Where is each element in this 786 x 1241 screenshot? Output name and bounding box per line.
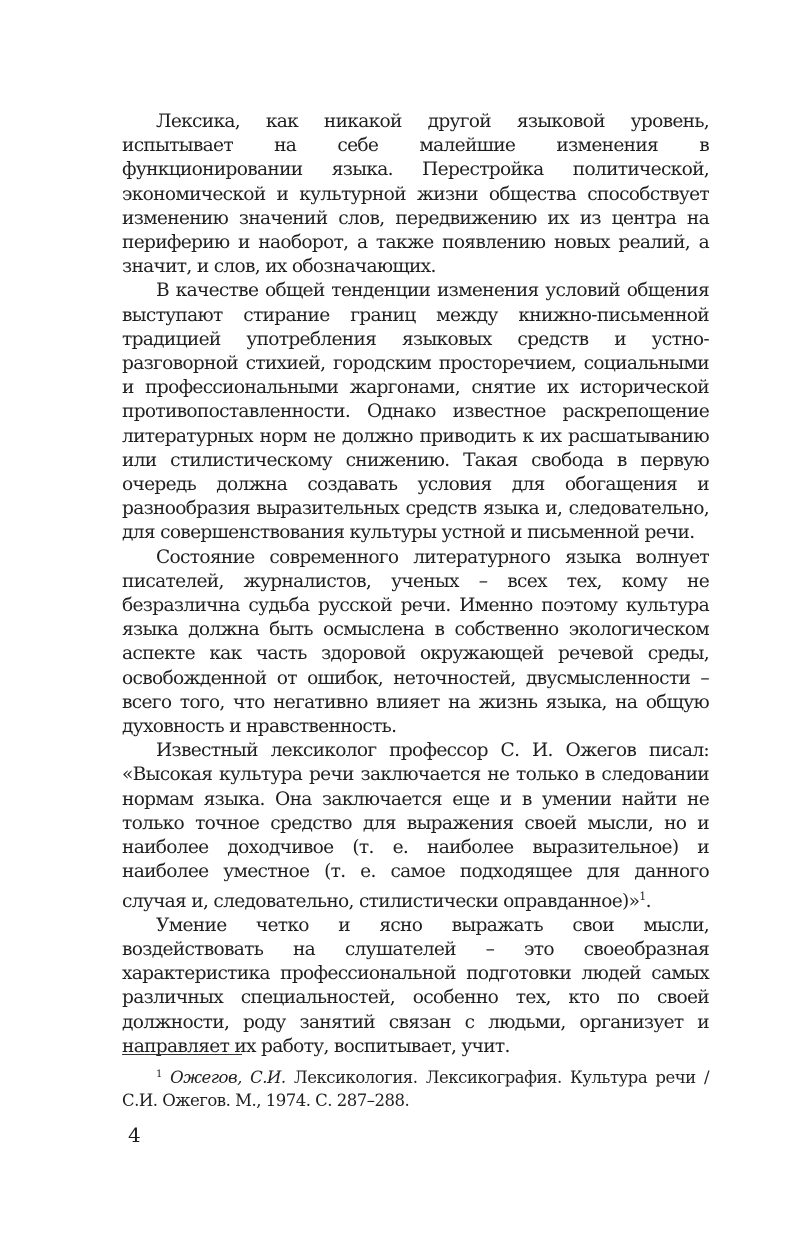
footnote: [122, 1063, 709, 1112]
paragraph-5: Умение четко и ясно выражать свои мысли, воздействовать на слушателей – это своеобразная характеристика профессиональной подготовки людей самых различных специальностей, особенно тех, кто по своей должности, роду занятий связан с людьми, организует и направляет их работу, воспитывает, учит.: [122, 914, 709, 1057]
main-text: [122, 110, 709, 1059]
page-number: 4: [128, 1123, 141, 1147]
footnote-text: Лексикология. Лексикография. Культура речи / С.И. Ожегов. М., 1974. С. 287–288.: [122, 1068, 710, 1110]
paragraph-2: В качестве общей тенденции изменения условий общения выступают стирание границ между книжно-письменной традицией употребления языковых средств и устно-разговорной стихией, городским просторечием, социальными и профессиональными жаргонами, снятие их исторической противопоставленности. Однако известное раскрепощение литературных норм не должно приводить к их расшатыванию или стилистическому снижению. Такая свобода в первую очередь должна создавать условия для обогащения и разнообразия выразительных средств языка и, следовательно, для совершенствования культуры устной и письменной речи.: [122, 280, 709, 544]
footnote-marker: 1: [156, 1069, 162, 1080]
paragraph-3: Состояние современного литературного языка волнует писателей, журналистов, ученых – всех тех, кому не безразлична судьба русской речи. Именно поэтому культура языка должна быть осмыслена в собственно экологическом аспекте как часть здоровой окружающей речевой среды, освобожденной от ошибок, неточностей, двусмысленности – всего того, что негативно влияет на жизнь языка, на общую духовность и нравственность.: [122, 546, 709, 738]
footnote-reference[interactable]: 1: [639, 889, 646, 903]
footnote-divider: [122, 1054, 242, 1055]
paragraph-4: Известный лексиколог профессор С. И. Ожегов писал: «Высокая культура речи заключается не только в следовании нормам языка. Она заключается еще и в умении найти не только точное средство для выражения своей мысли, но и наиболее доходчивое (т. е. наиболее выразительное) и наиболее уместное (т. е. самое подходящее для данного случая и, следовательно, стилистически оправданное)»$^1$.: [122, 740, 709, 912]
quote-text: Известный лексиколог профессор С. И. Ожегов писал: «Высокая культура речи заключается не только в следовании нормам языка. Она заключается еще и в умении найти не только точное средство для выражения своей мысли, но и наиболее доходчивое (т. е. наиболее выразительное) и наиболее уместное (т. е. самое подходящее для данного случая и, следовательно, стилистически оправданное)»: [122, 740, 709, 912]
paragraph-1: Лексика, как никакой другой языковой уровень, испытывает на себе малейшие изменения в функционировании языка. Перестройка политической, экономической и культурной жизни общества способствует изменению значений слов, передвижению их из центра на периферию и наоборот, а также появлению новых реалий, а значит, и слов, их обозначающих.: [122, 111, 709, 278]
footnote-author: Ожегов, С.И.: [170, 1068, 286, 1087]
